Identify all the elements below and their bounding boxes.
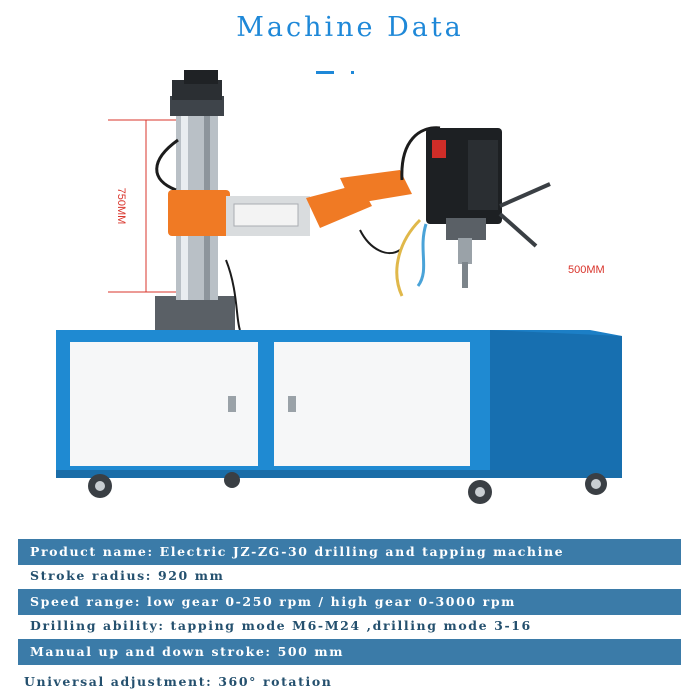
spec-stroke-radius: Stroke radius: 920 mm (30, 568, 225, 583)
spec-manual-stroke: Manual up and down stroke: 500 mm (18, 639, 681, 665)
spec-universal-adjustment: Universal adjustment: 360° rotation (24, 674, 333, 689)
arm-dimension-label: 500MM (568, 264, 605, 276)
cabinet (56, 330, 622, 478)
spec-speed-range: Speed range: low gear 0-250 rpm / high gear 0-3000 rpm (18, 589, 681, 615)
tapping-head (397, 128, 550, 296)
spec-drilling-ability: Drilling ability: tapping mode M6-M24 ,drilling mode 3-16 (30, 618, 532, 633)
machine-illustration (0, 60, 700, 505)
vertical-dimension-label: 750MM (115, 187, 127, 225)
page-title: Machine Data (236, 12, 464, 43)
spec-product-name: Product name: Electric JZ-ZG-30 drilling and tapping machine (18, 539, 681, 565)
vertical-dimension (108, 120, 178, 292)
